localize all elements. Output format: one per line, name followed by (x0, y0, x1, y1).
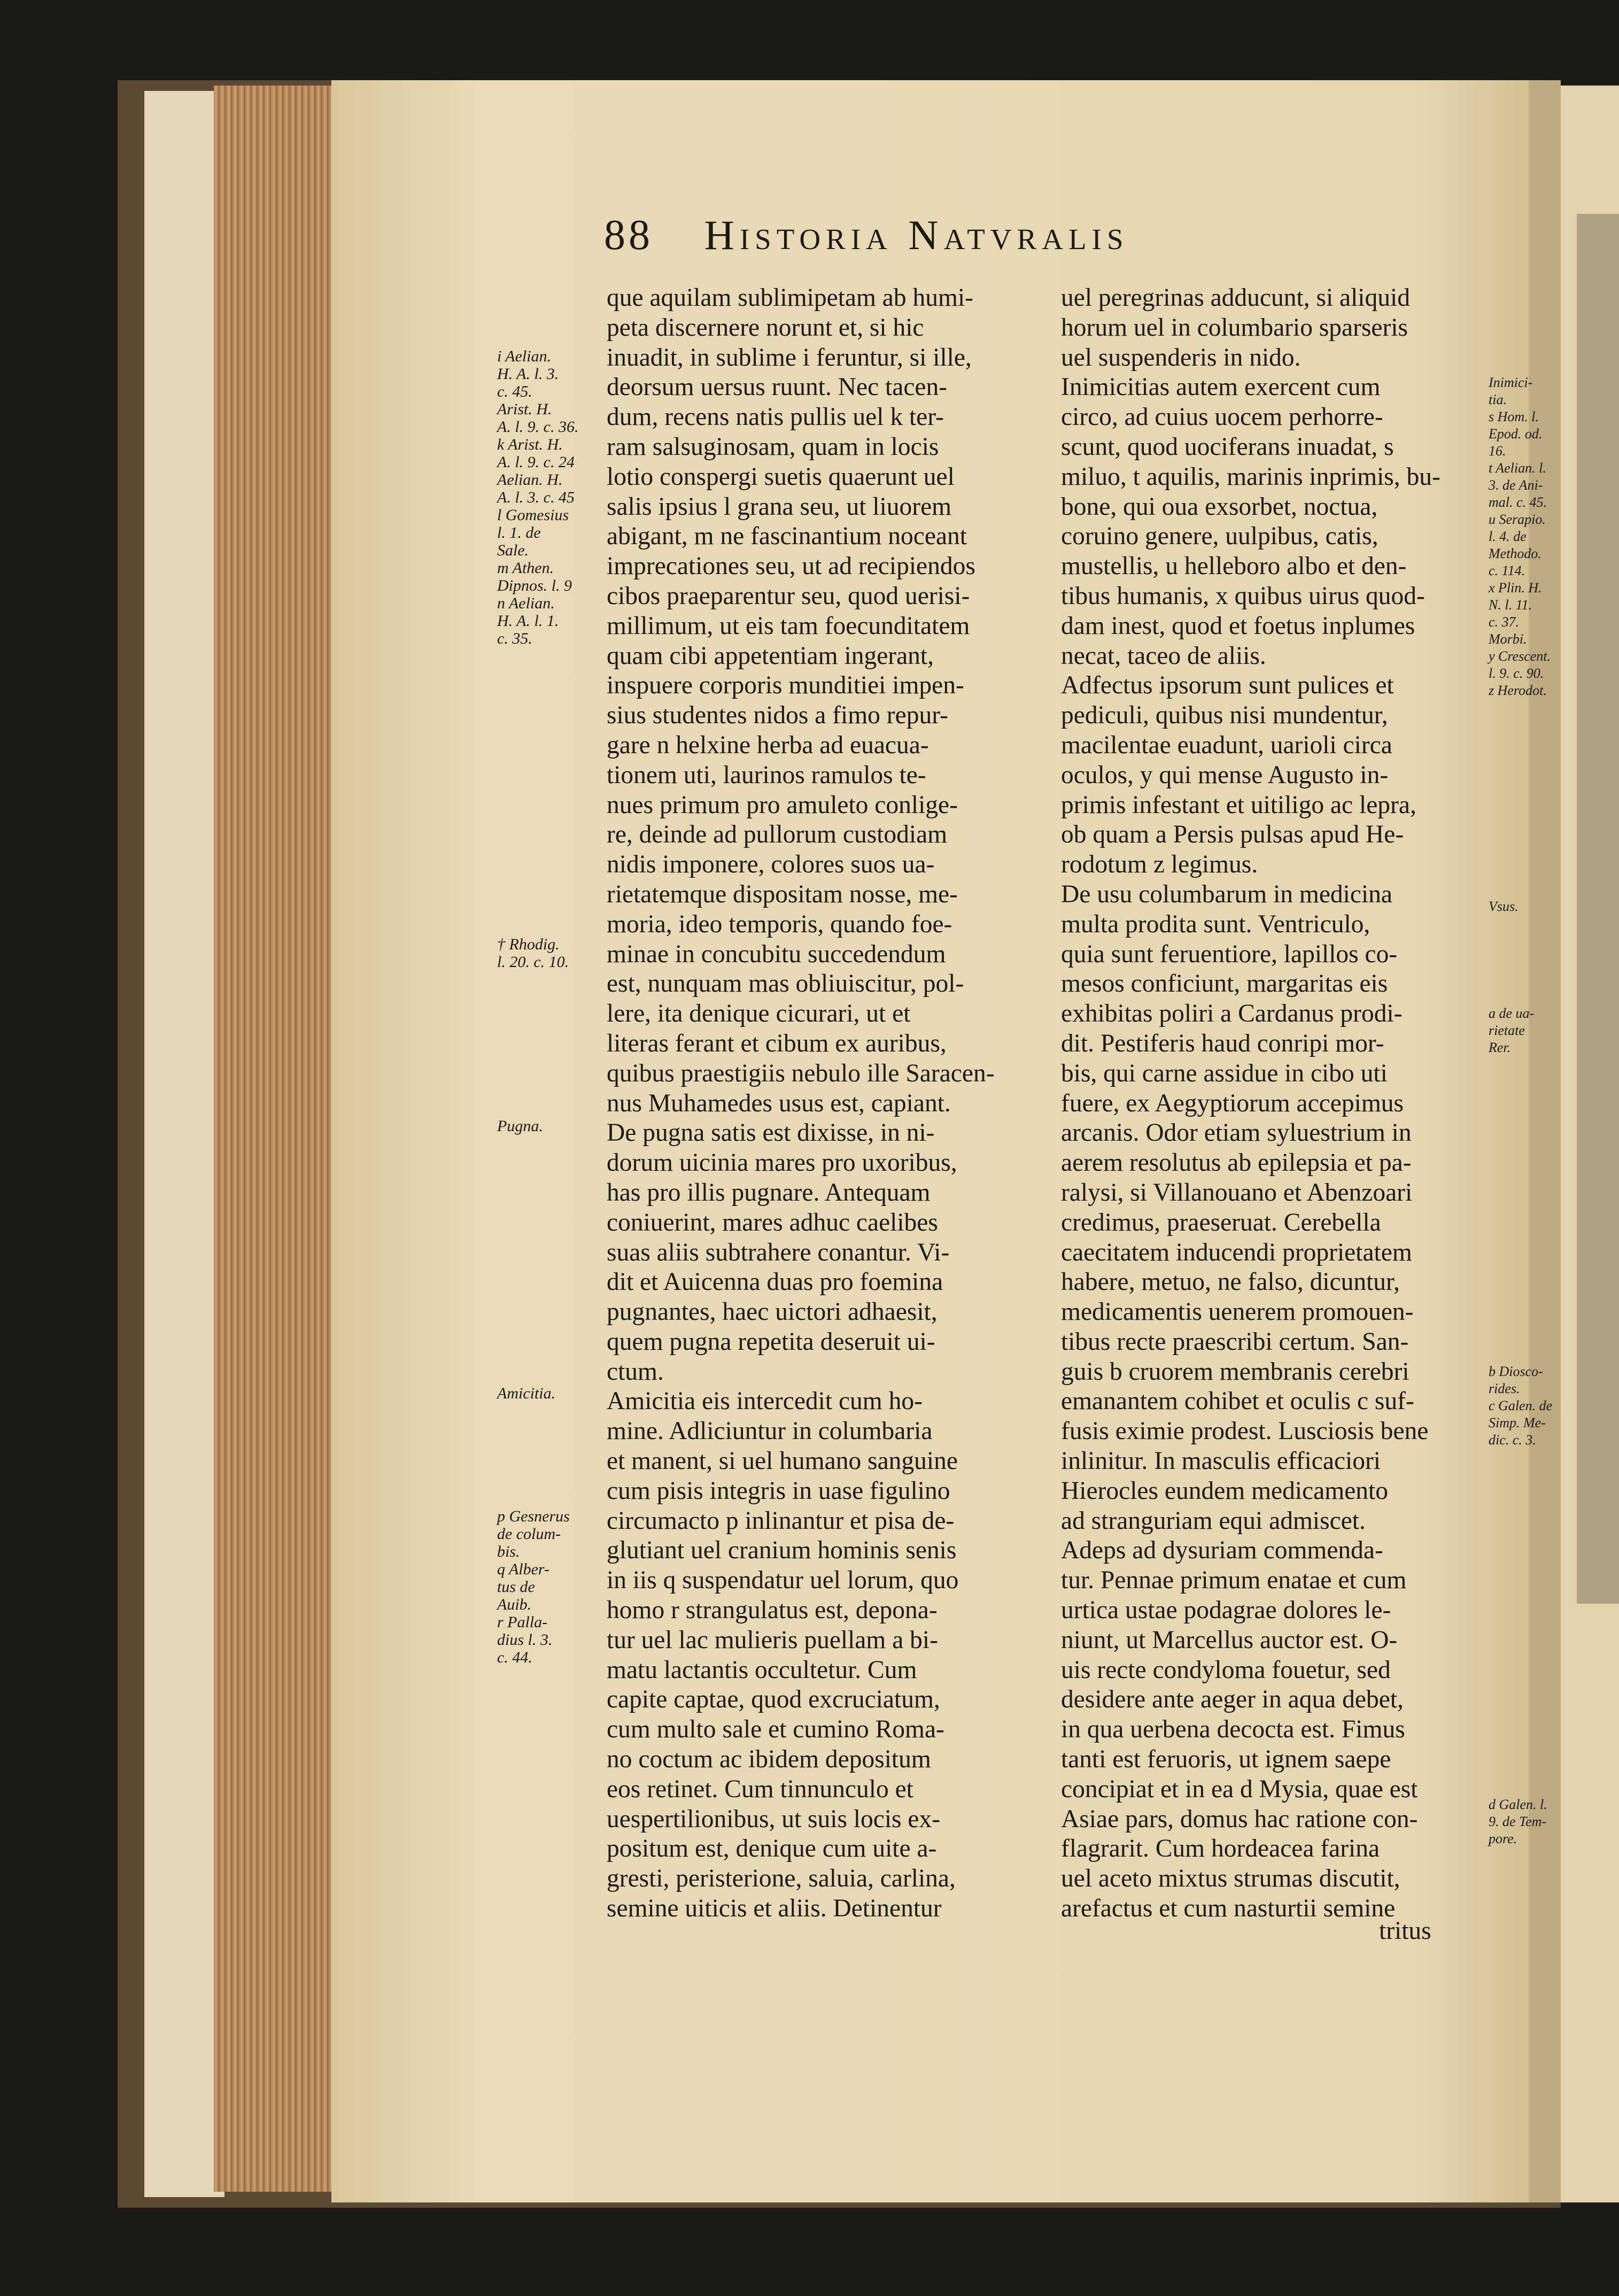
right-paragraph-usus: De usu columbarum in medicina multa prodita sunt. Ventriculo, quia sunt feruentiore, lapillos co- mesos conficiunt, margaritas eis exhibitas poliri a Cardanus prodi- dit. Pestiferis haud conripi mor- bis, qui carne assidue in cibo uti fuere, ex Aegyptiorum accepimus arcanis. Odor etiam syluestrium in aerem resolutus ab epilepsia et pa- ralysi, si Villanouano et Abenzoari credimus, praeseruat. Cerebella caecitatem inducendi proprietatem habere, metuo, ne falso, dicuntur, medicamentis uenerem promouen- tibus recte praescribi certum. San- guis b cruorem membranis cerebri emanantem cohibet et oculis c suf- fusis eximie prodest. Lusciosis bene inlinitur. In masculis efficaciori Hierocles eundem medicamento ad stranguriam equi admiscet. Adeps ad dysuriam commenda- tur. Pennae primum enatae et cum urtica ustae podagrae dolores le- niunt, ut Marcellus auctor est. O- uis recte condyloma fouetur, sed desidere ante aeger in aqua debet, in qua uerbena decocta est. Fimus tanti est feruoris, ut ignem saepe concipiat et in ea d Mysia, quae est Asiae pars, domus hac ratione con- flagrarit. Cum hordeacea farina uel aceto mixtus strumas discutit, arefactus et cum nasturtii semine (1061, 880, 1429, 1923)
cover-inner-lining (144, 91, 224, 2197)
right-paragraph-intro: uel peregrinas adducunt, si aliquid horum uel in columbario sparseris uel suspenderis in nido. (1061, 284, 1410, 372)
left-margin-note-rhodig: † Rhodig. l. 20. c. 10. (497, 936, 569, 971)
right-margin-note-galen: d Galen. l. 9. de Tem- pore. (1489, 1797, 1547, 1846)
catchword: tritus (1379, 1917, 1431, 1945)
left-paragraph-amicitia: Amicitia eis intercedit cum ho- mine. Adliciuntur in columbaria et manent, si uel humano sanguine cum pisis integris in uase figulino circumacto p inlinantur et pisa de- glutiant uel cranium hominis senis in iis q suspendatur uel lorum, quo homo r strangulatus est, depona- tur uel lac mulieris puellam a bi- matu lactantis occultetur. Cum capite captae, quod excruciatum, cum multo sale et cumino Roma- no coctum ac ibidem depositum eos retinet. Cum tinnunculo et uespertilionibus, ut suis locis ex- positum est, denique cum uite a- gresti, peristerione, saluia, carlina, semine uiticis et aliis. Detinentur (607, 1387, 959, 1923)
right-margin-note-inimicitia: Inimici- tia. s Hom. l. Epod. od. 16. t Aelian. l. 3. de Ani- mal. c. 45. u Serapio. l. 4. de Methodo. c. 114. x Plin. H. N. l. 11. c. 37. Morbi. y Crescent. l. 9. c. 90. z Herodot. (1489, 375, 1551, 698)
header-title: Historia Natvralis (704, 212, 1129, 258)
right-margin-note-dioscorides: b Diosco- rides. c Galen. de Simp. Me- dic. c. 3. (1489, 1364, 1553, 1448)
left-paragraph-nesting: que aquilam sublimipetam ab humi- peta discernere norunt et, si hic inuadit, in sublime i feruntur, si ille, deorsum uersus ruunt. Nec tacen- dum, recens natis pullis uel k ter- ram salsuginosam, quam in locis lotio conspergi suetis quaerunt uel salis ipsius l grana seu, ut liuorem abigant, m ne fascinantium noceant imprecationes seu, ut ad recipiendos cibos praeparentur seu, quod uerisi- millimum, ut eis tam foecunditatem quam cibi appetentiam ingerant, inspuere corporis munditiei impen- sius studentes nidos a fimo repur- gare n helxine herba ad euacua- tionem uti, laurinos ramulos te- nues primum pro amuleto conlige- re, deinde ad pullorum custodiam nidis imponere, colores suos ua- rietatemque dispositam nosse, me- moria, ideo temporis, quando foe- minae in concubitu succedendum est, nunquam mas obliuiscitur, pol- lere, ita denique cicurari, ut et literas ferant et cibum ex auribus, quibus praestigiis nebulo ille Saracen- nus Muhamedes usus est, capiant. (607, 284, 995, 1117)
right-margin-note-cardanus: a de ua- rietate Rer. (1489, 1006, 1535, 1055)
left-margin-notes (497, 347, 604, 1844)
left-margin-note-pugna: Pugna. (497, 1117, 543, 1135)
running-head (604, 211, 1555, 275)
right-text-column (1061, 283, 1489, 1924)
left-text-column (607, 283, 1040, 1924)
right-margin-note-usus: Vsus. (1489, 899, 1519, 914)
left-margin-note-sources: i Aelian. H. A. l. 3. c. 45. Arist. H. A. l. 9. c. 36. k Arist. H. A. l. 9. c. 24 Aelian. H. A. l. 3. c. 45 l Gomesius l. 1. de Sale. m Athen. Dipnos. l. 9 n Aelian. H. A. l. 1. c. 35. (497, 347, 579, 647)
facing-page-illustration (1577, 214, 1619, 1604)
page-number: 88 (604, 212, 653, 259)
left-margin-note-gesnerus: p Gesnerus de colum- bis. q Alber- tus de Auib. r Palla- dius l. 3. c. 44. (497, 1508, 570, 1666)
left-margin-note-amicitia: Amicitia. (497, 1385, 556, 1402)
right-paragraph-adfectus: Adfectus ipsorum sunt pulices et pediculi, quibus nisi mundentur, macilentae euadunt, uarioli circa oculos, y qui mense Augusto in- primis infestant et uitiligo ac lepra, ob quam a Persis pulsas apud He- rodotum z legimus. (1061, 671, 1416, 879)
page-edge-stack (214, 86, 337, 2192)
right-margin-notes (1489, 374, 1569, 1924)
left-paragraph-pugna: De pugna satis est dixisse, in ni- dorum uicinia mares pro uxoribus, has pro illis pugnare. Antequam coniuerint, mares adhuc caelibes suas aliis subtrahere conantur. Vi- dit et Auicenna duas pro foemina pugnantes, haec uictori adhaesit, quem pugna repetita deseruit ui- ctum. (607, 1119, 957, 1386)
right-paragraph-inimicitias: Inimicitias autem exercent cum circo, ad cuius uocem perhorre- scunt, quod uociferans inuadat, s miluo, t aquilis, marinis inprimis, bu- bone, qui oua exsorbet, noctua, coruino genere, uulpibus, catis, mustellis, u helleboro albo et den- tibus humanis, x quibus uirus quod- dam inest, quod et foetus inplumes necat, taceo de aliis. (1061, 373, 1440, 670)
